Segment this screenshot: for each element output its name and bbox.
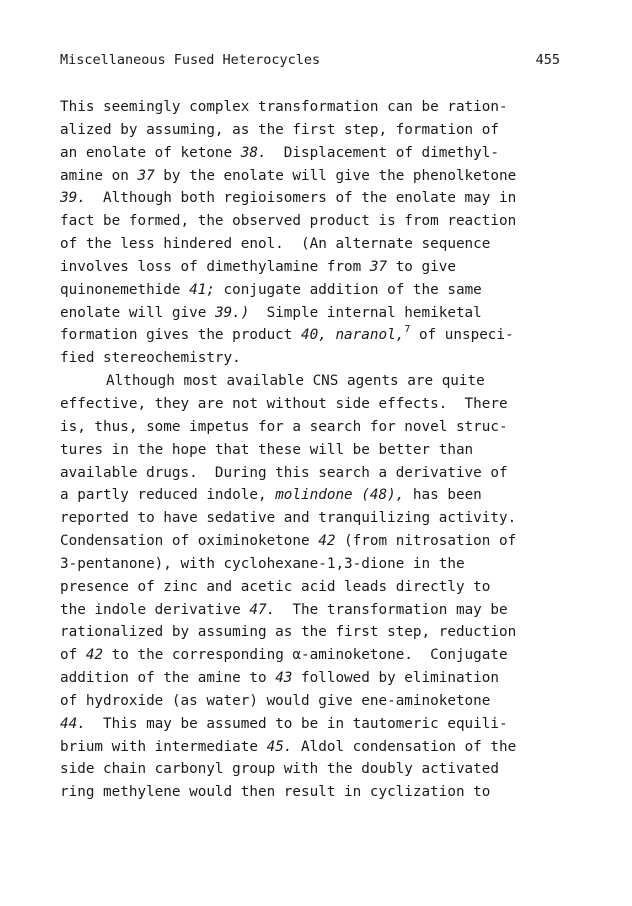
text-line: the indole derivative 47. The transformation may be [60, 601, 508, 618]
footnote-marker: 7 [404, 324, 411, 336]
page-header [60, 50, 560, 70]
text-line: of the less hindered enol. (An alternate sequence [60, 236, 491, 253]
compound-ref: 39.) [214, 304, 250, 321]
text-line: addition of the amine to 43 followed by elimination [60, 670, 499, 687]
body-text [60, 96, 570, 804]
compound-ref: 37 [369, 258, 388, 275]
text-line: enolate will give 39.) Simple internal hemiketal [60, 304, 482, 321]
compound-ref: 47. [249, 601, 276, 618]
text-line: 44. This may be assumed to be in tautomeric equili- [60, 715, 508, 732]
text-line: 3-pentanone), with cyclohexane-1,3-dione in the [60, 555, 465, 572]
compound-ref: molindone (48), [275, 487, 405, 504]
compound-ref: 42 [85, 647, 104, 664]
compound-ref: 38. [240, 144, 267, 161]
compound-ref: 43 [275, 670, 293, 687]
text-line: formation gives the product 40, naranol,$^7$ of unspeci- [60, 324, 514, 344]
text-line: Although most available CNS agents are quite [106, 373, 485, 390]
text-line: side chain carbonyl group with the doubly activated [60, 761, 499, 778]
compound-ref: 39. [60, 190, 86, 207]
text-line: effective, they are not without side effects. There [60, 395, 508, 412]
compound-ref: 44. [60, 715, 86, 732]
text-line: tures in the hope that these will be better than [60, 441, 474, 458]
text-line: fact be formed, the observed product is from reaction [60, 213, 517, 230]
text-line: 39. Although both regioisomers of the enolate may in [60, 190, 517, 207]
text-line: is, thus, some impetus for a search for novel struc- [60, 418, 508, 435]
text-line: amine on 37 by the enolate will give the phenolketone [60, 167, 517, 184]
text-line: an enolate of ketone 38. Displacement of dimethyl- [60, 144, 499, 161]
text-line: presence of zinc and acetic acid leads directly to [60, 578, 491, 595]
text-line: involves loss of dimethylamine from 37 to give [60, 258, 456, 275]
text-line: Condensation of oximinoketone 42 (from nitrosation of [60, 533, 517, 550]
text-line: of hydroxide (as water) would give ene-aminoketone [60, 692, 491, 709]
text-line: reported to have sedative and tranquilizing activity. [60, 510, 517, 527]
text-line: This seemingly complex transformation can be ration- [60, 99, 508, 115]
text-line: fied stereochemistry. [60, 350, 241, 367]
compound-ref: 45. [266, 738, 293, 755]
compound-ref: 40, naranol, [301, 327, 405, 344]
text-line: alized by assuming, as the first step, formation of [60, 121, 499, 138]
text-line: rationalized by assuming as the first step, reduction [60, 624, 517, 641]
text-line: quinonemethide 41; conjugate addition of the same [60, 281, 482, 298]
compound-ref: 37 [137, 167, 155, 184]
compound-ref: 42 [318, 533, 336, 550]
compound-ref: 41; [189, 281, 215, 298]
text-line: available drugs. During this search a derivative of [60, 464, 508, 481]
text-line: ring methylene would then result in cyclization to [60, 784, 491, 801]
text-line: of 42 to the corresponding α-aminoketone. Conjugate [60, 647, 508, 664]
running-title: Miscellaneous Fused Heterocycles [60, 52, 321, 68]
text-line: a partly reduced indole, molindone (48), has been [60, 487, 482, 504]
text-line: brium with intermediate 45. Aldol condensation of the [60, 738, 517, 755]
page-number: 455 [535, 52, 560, 68]
